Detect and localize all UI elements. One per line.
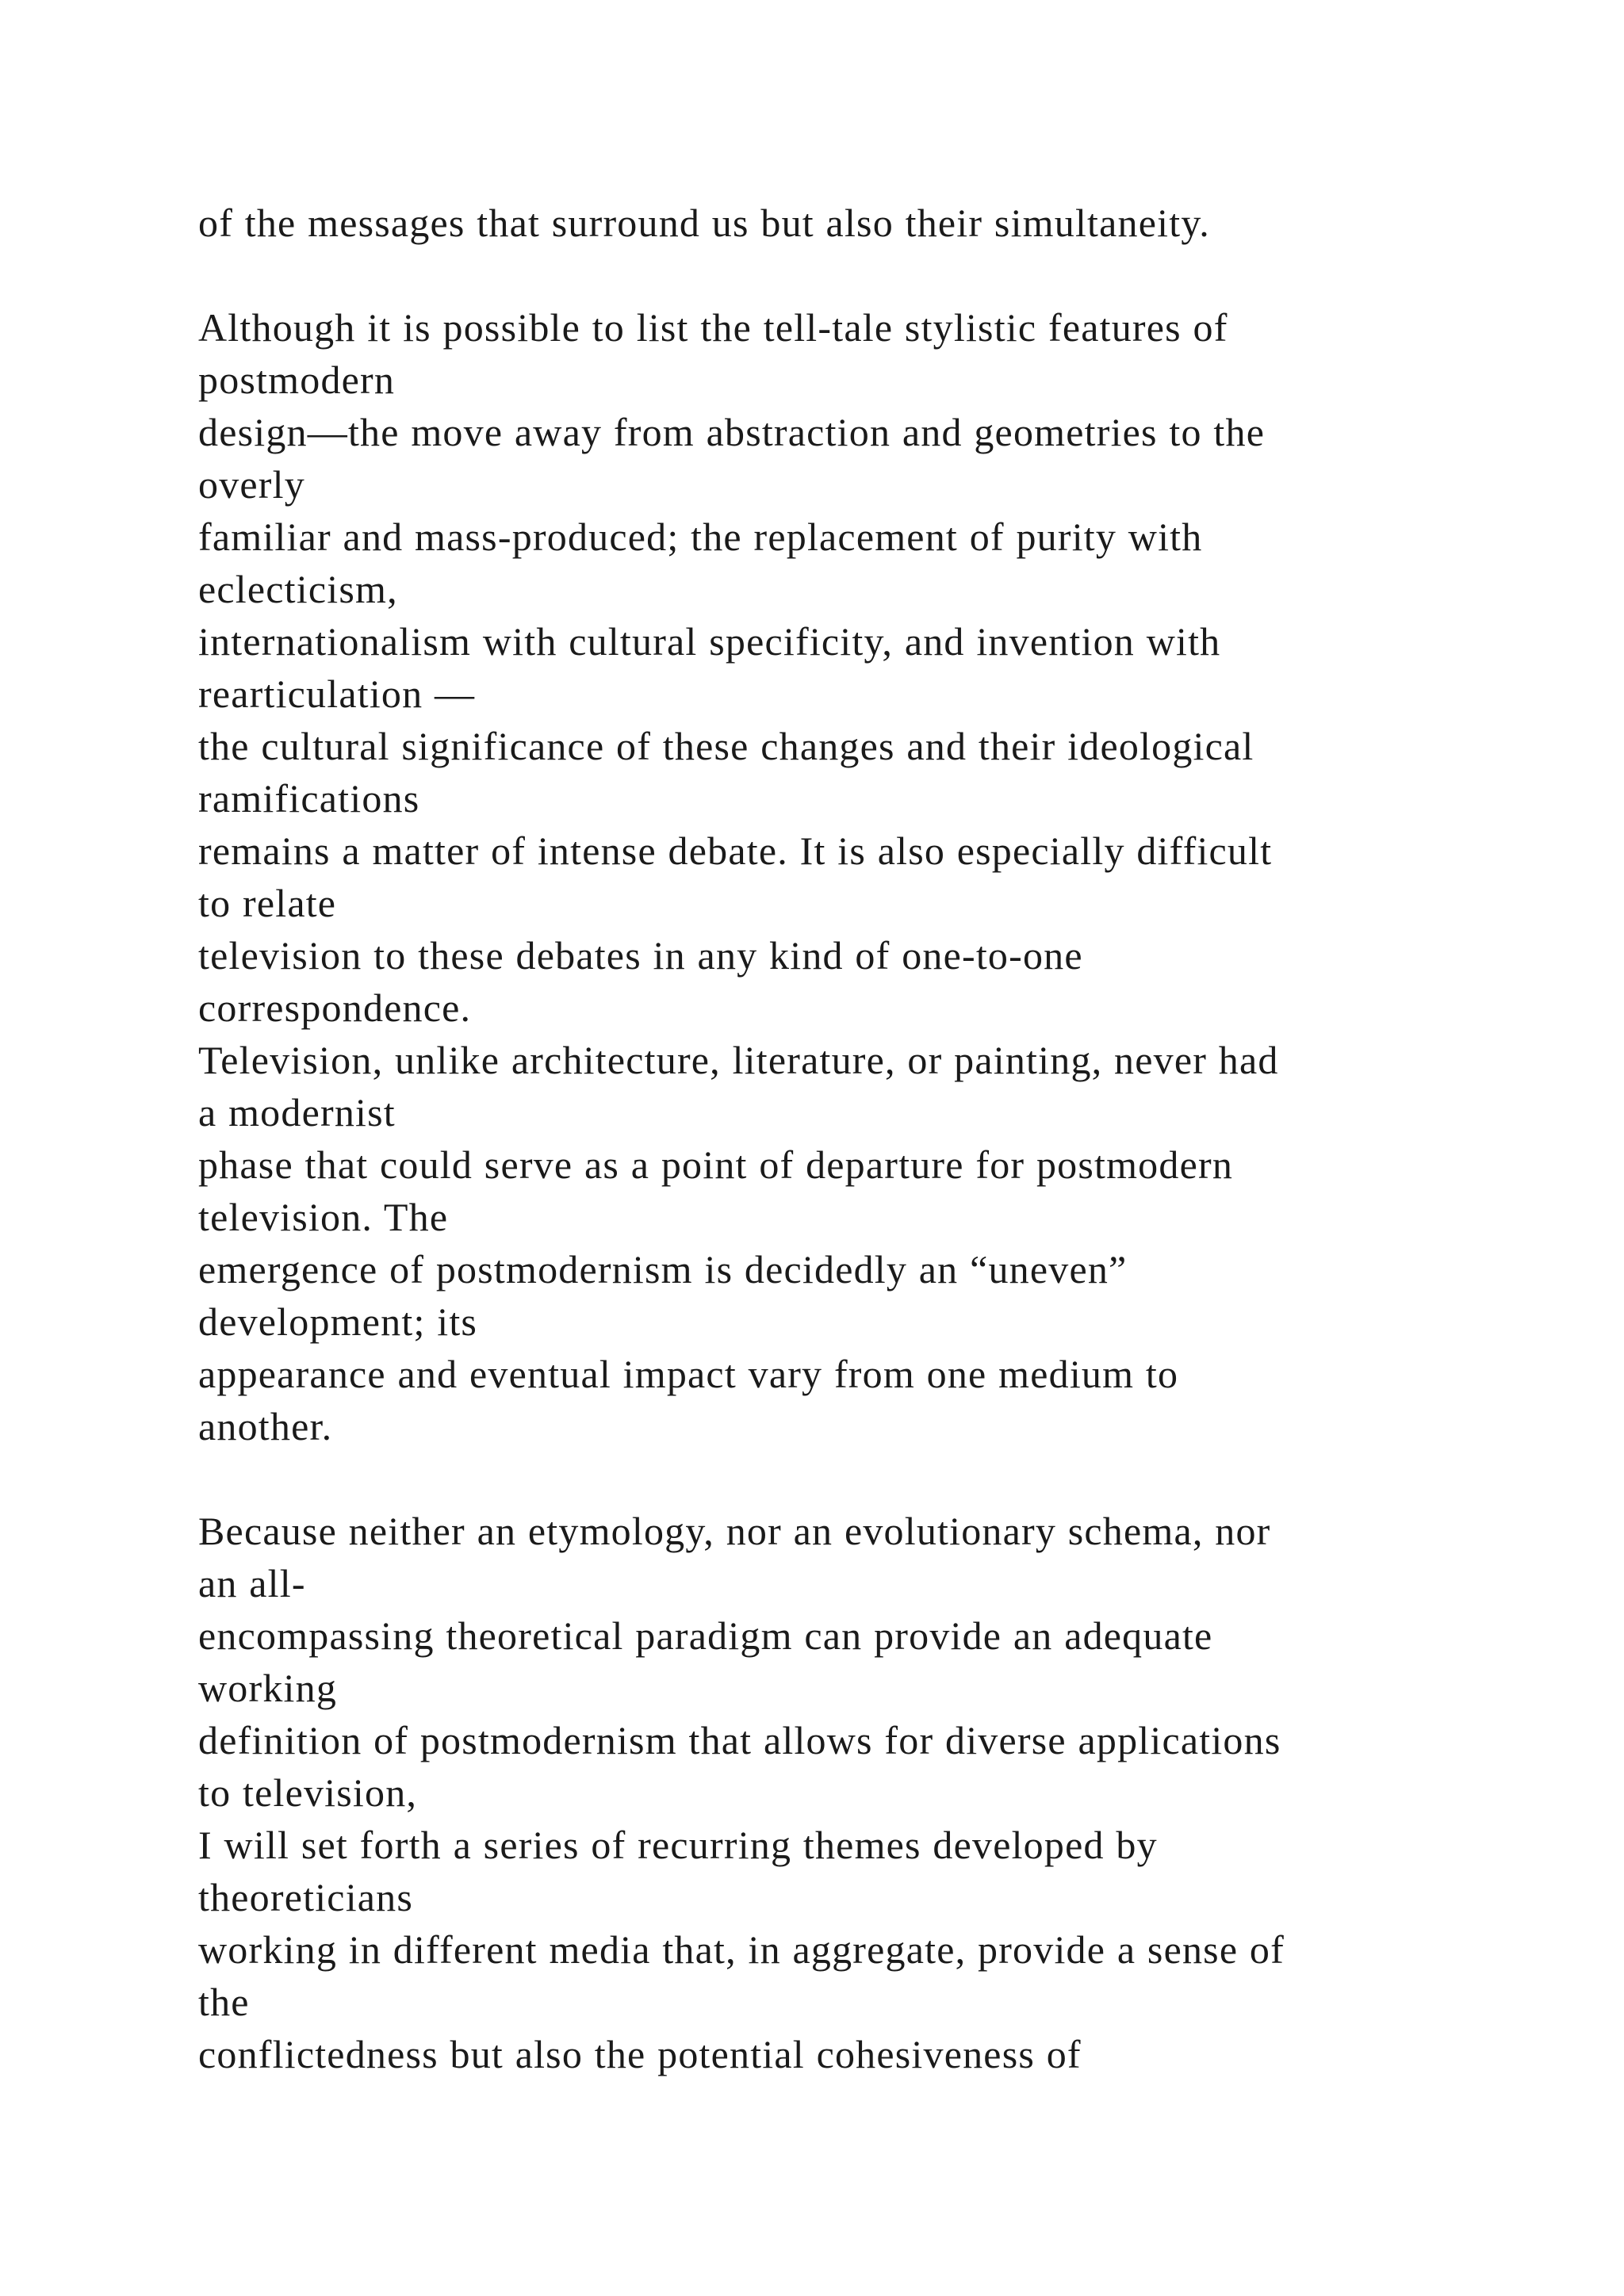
text-line: a modernist bbox=[198, 1090, 396, 1135]
paragraph-gap bbox=[198, 249, 1546, 301]
text-line: working bbox=[198, 1666, 338, 1710]
paragraph-gap bbox=[198, 1452, 1546, 1505]
text-line: to television, bbox=[198, 1770, 418, 1815]
text-line: another. bbox=[198, 1404, 333, 1448]
text-line: correspondence. bbox=[198, 985, 472, 1030]
text-line: Although it is possible to list the tell-tale stylistic features of bbox=[198, 305, 1228, 350]
paragraph-2 bbox=[198, 301, 1546, 1452]
text-line: remains a matter of intense debate. It is also especially difficult bbox=[198, 828, 1273, 873]
text-line: internationalism with cultural specificity, and invention with bbox=[198, 619, 1221, 664]
text-line: definition of postmodernism that allows for diverse applications bbox=[198, 1718, 1281, 1762]
text-line: television to these debates in any kind of one-to-one bbox=[198, 933, 1083, 978]
text-line: emergence of postmodernism is decidedly an “uneven” bbox=[198, 1247, 1128, 1292]
text-line: ramifications bbox=[198, 776, 420, 821]
text-line: the bbox=[198, 1980, 250, 2024]
text-line: of the messages that surround us but also their simultaneity. bbox=[198, 201, 1210, 245]
text-line: theoreticians bbox=[198, 1875, 414, 1919]
text-line: the cultural significance of these changes and their ideological bbox=[198, 724, 1254, 768]
text-line: rearticulation — bbox=[198, 672, 476, 716]
text-line: an all- bbox=[198, 1561, 306, 1605]
text-line: appearance and eventual impact vary from one medium to bbox=[198, 1352, 1179, 1396]
text-line: encompassing theoretical paradigm can provide an adequate bbox=[198, 1613, 1213, 1658]
text-line: Television, unlike architecture, literature, or painting, never had bbox=[198, 1038, 1279, 1082]
paragraph-1 bbox=[198, 197, 1546, 249]
text-line: Because neither an etymology, nor an evolutionary schema, nor bbox=[198, 1509, 1271, 1553]
paragraph-3 bbox=[198, 1505, 1546, 2080]
text-line: development; its bbox=[198, 1299, 478, 1344]
text-line: working in different media that, in aggregate, provide a sense of bbox=[198, 1927, 1285, 1972]
document-body bbox=[198, 197, 1546, 2080]
text-line: to relate bbox=[198, 881, 337, 925]
text-line: television. The bbox=[198, 1195, 449, 1239]
text-line: overly bbox=[198, 462, 305, 507]
text-line: postmodern bbox=[198, 358, 396, 402]
text-line: familiar and mass-produced; the replacement of purity with bbox=[198, 515, 1203, 559]
text-line: phase that could serve as a point of departure for postmodern bbox=[198, 1142, 1234, 1187]
text-line: design—the move away from abstraction and geometries to the bbox=[198, 410, 1266, 454]
text-line: eclecticism, bbox=[198, 567, 398, 611]
text-line: I will set forth a series of recurring themes developed by bbox=[198, 1823, 1158, 1867]
text-line: conflictedness but also the potential cohesiveness of bbox=[198, 2032, 1082, 2076]
